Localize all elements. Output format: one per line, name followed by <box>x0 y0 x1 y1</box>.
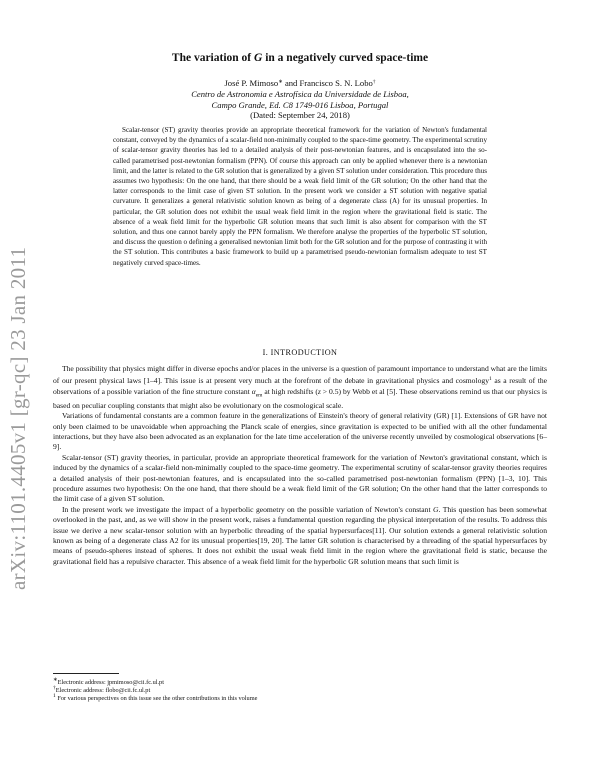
para-1-c: at high redshifts ( <box>262 386 318 396</box>
footnote-rule <box>53 673 119 674</box>
title-symbol: G <box>254 52 263 64</box>
footnote-3 <box>53 692 547 703</box>
affiliation-line-2: Campo Grande, Ed. C8 1749-016 Lisboa, Portugal <box>211 100 389 110</box>
footnote-1-text: Electronic address: jpmimoso@cii.fc.ul.pt <box>57 679 164 686</box>
paragraph-3: Scalar-tensor (ST) gravity theories, in particular, provide an appropriate theoretical framework for the variation of Newton's gravitational constant, which is induced by the dynamics of a scalar-field non-minimally coupled to the space-time geometry. The experimental scrutiny of scalar-tensor gravity theories requires a detailed analysis of their post-newtonian features, and is encapsulated into the so-called parametrised post-newtonian formalism (PPN) [1–3, 10]. This procedure assumes two hypothesis: On the one hand, that there should be a weak field limit of the GR solution; On the other hand that the latter corresponds to the limit case of a given ST solution. <box>53 452 547 504</box>
paragraph-2: Variations of fundamental constants are a common feature in the generalizations of Einstein's theory of general relativity (GR) [1]. Extensions of GR have not only been claimed to be unavoidable when approaching the Planck scale of energies, since gravitation is expected to be unified with all the other fundamental interactions, but they have also been advocated as an explanation for the late time acceleration of the universe recently unveiled by cosmological observations [6–9]. <box>53 411 547 452</box>
para-1-a: The possibility that physics might differ in diverse epochs and/or places in the universe is a question of paramount importance to understand what are the limits of our present physical laws [1–4]. This issue is at present very much at the forefront of the debate in gravitational physics and cosmology <box>53 364 547 386</box>
alpha-subscript: em <box>255 392 263 399</box>
para-4-a: In the present work we investigate the impact of a hyperbolic geometry on the possible variation of Newton's constant <box>62 504 434 514</box>
para-4-b: . This question has been somewhat overlooked in the past, and, as we will show in the present work, raises a fundamental question regarding the physical interpretation of the results. To address this issue we derive a new scalar-tensor solution with an hyperbolic threading of the spatial hypersurfaces[11]. Our solution extends a general relativistic solution known as being of a degenerate class A2 for its unusual properties[19, 20]. The latter GR solution is characterised by a threading of the spatial hypersurfaces by means of pseudo-spheres instead of spheres. It does not exhibit the usual weak field limit in the region where the gravitational field is static, because the gravitational field has a repulsive character. This absence of a weak field limit for the hyperbolic GR solution means that such limit is <box>53 504 548 566</box>
footnote-3-mark: 1 <box>53 693 56 699</box>
author-1-mark: ∗ <box>278 79 283 85</box>
footnote-2-text: Electronic address: flobo@cii.fc.ul.pt <box>55 687 151 694</box>
author-2-mark: † <box>372 79 376 85</box>
g-symbol: G <box>433 504 439 514</box>
paragraph-4 <box>53 505 547 567</box>
paper-title <box>0 52 600 64</box>
footnote-ref-1: 1 <box>489 376 492 383</box>
z-symbol: z <box>317 386 321 396</box>
dated-line: (Dated: September 24, 2018) <box>250 110 350 120</box>
footnote-1-mark: ∗ <box>53 677 58 683</box>
author-connector: and <box>282 78 300 88</box>
affiliation-line-1: Centro de Astronomia e Astrofísica da Universidade de Lisboa, <box>191 89 409 99</box>
author-2: Francisco S. N. Lobo <box>299 78 373 88</box>
alpha-symbol: α <box>251 386 256 396</box>
abstract: Scalar-tensor (ST) gravity theories provide an appropriate theoretical framework for the variation of Newton's fundamental constant, conveyed by the dynamics of a scalar-field non-minimally coupled to the space-time geometry. The experimental scrutiny of scalar-tensor gravity theories has led to a detailed analysis of their post-newtonian features, and is encapsulated into the so-called parametrised post-newtonian formalism (PPN). Of course this approach can only be applied whenever there is a newtonian limit, and the latter is related to the GR solution that is generalized by a given ST solution under consideration. This procedure thus assumes two hypothesis: On the one hand, that there should be a weak field limit of the GR solution; On the other hand that the latter corresponds to the limit case of given ST solution. In the present work we consider a ST solution with negative spatial curvature. It generalizes a general relativistic solution known as being of a degenerate class (A) for its unusual properties. In particular, the GR solution does not exhibit the usual weak field limit in the region where the gravitational field is static. The absence of a weak field limit for the hyperbolic GR solution means that such limit is also absent for comparison with the ST solution, and thus one cannot barely apply the PPN formalism. We therefore analyse the properties of the hyperbolic ST solution, and discuss the question o defining a generalised newtonian limit both for the GR solution and for the purpose of contrasting it with the ST solution. This contributes a basic framework to build up a parametrised pseudo-newtonian formalism adequate to test ST negatively curved space-times. <box>113 126 487 267</box>
arxiv-stamp: arXiv:1101.4405v1 [gr-qc] 23 Jan 2011 <box>6 246 30 590</box>
title-suffix: in a negatively curved space-time <box>262 52 429 64</box>
para-1-b: as a result of the observations of a possible variation of the fine structure constant <box>53 376 547 396</box>
para-1-d: > 0.5) by Webb et al [5]. These observations remind us that our physics is based on peculiar coupling constants that might also be evolutionary on the cosmological scale. <box>53 386 547 410</box>
title-prefix: The variation of <box>171 52 255 64</box>
footnote-3-text: For various perspectives on this issue see the other contributions in this volume <box>55 695 258 702</box>
authors <box>0 78 600 88</box>
body-text <box>53 364 547 567</box>
section-heading: I. INTRODUCTION <box>262 348 338 357</box>
paragraph-1 <box>53 364 547 411</box>
footnote-2-mark: † <box>53 685 56 691</box>
author-1: José P. Mimoso <box>224 78 279 88</box>
